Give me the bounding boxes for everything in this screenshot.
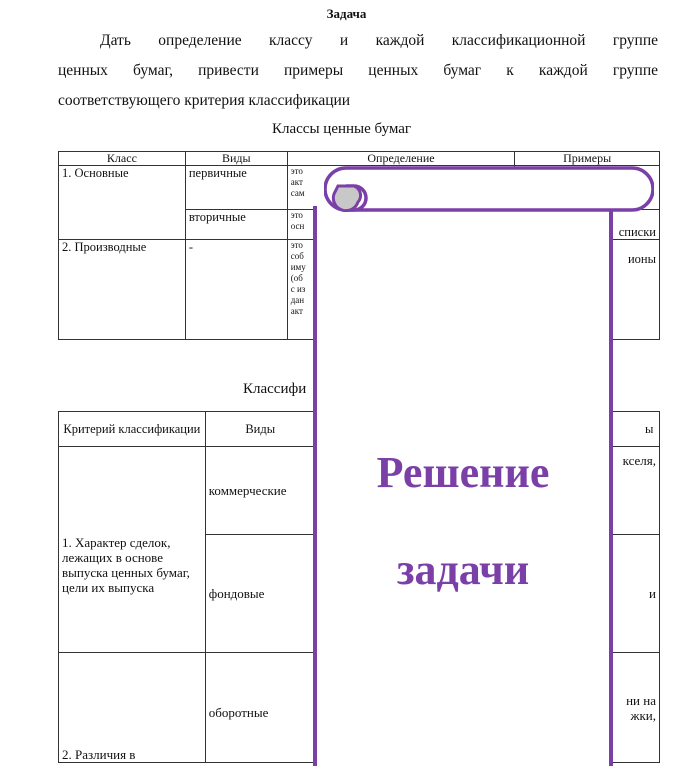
heading: Задача: [326, 6, 367, 21]
overlay-title-line2: задачи: [396, 545, 530, 594]
class-cell: 2. Производные: [59, 240, 186, 340]
definition-cell: это акт сам: [287, 166, 515, 210]
task-line-1: Дать определение классу и каждой классификационной группе: [100, 32, 658, 49]
definition-cell: это осн: [287, 210, 515, 240]
scroll-top-icon: [324, 166, 654, 212]
header-kinds: Виды: [185, 152, 287, 166]
task-line-2: ценных бумаг, привести примеры ценных бумаг к каждой группе: [58, 62, 658, 79]
kind-cell: первичные: [185, 166, 287, 210]
kind-cell: фондовые: [205, 535, 315, 653]
criterion-cell: 2. Различия в: [59, 653, 206, 763]
task-line-3: соответствующего критерия классификации: [58, 92, 351, 109]
table2-caption: Классифи: [243, 381, 307, 397]
class-cell: 1. Основные: [59, 166, 186, 240]
header-examples: Примеры: [515, 152, 660, 166]
example-cell: кселя,: [514, 447, 659, 535]
table-header-row: [59, 152, 660, 166]
kind-cell: коммерческие: [205, 447, 315, 535]
kind-cell: -: [185, 240, 287, 340]
header-examples: ы: [514, 412, 659, 447]
example-cell: и: [514, 535, 659, 653]
example-cell: ионы: [515, 240, 660, 340]
kind-cell: оборотные: [205, 653, 315, 763]
table1-caption: Классы ценные бумаг: [272, 121, 412, 137]
header-kinds: Виды: [205, 412, 315, 447]
overlay-title-line1: Решение: [376, 448, 550, 497]
kind-cell: вторичные: [185, 210, 287, 240]
example-cell: ни на жки,: [514, 653, 659, 763]
header-criterion: Критерий классификации: [59, 412, 206, 447]
header-class: Класс: [59, 152, 186, 166]
definition-cell: это соб иму (об с из дан акт: [287, 240, 515, 340]
header-definition: Определение: [287, 152, 515, 166]
criterion-cell: 1. Характер сделок, лежащих в основе выпуска ценных бумаг, цели их выпуска: [59, 447, 206, 653]
example-cell: списки: [515, 210, 660, 240]
